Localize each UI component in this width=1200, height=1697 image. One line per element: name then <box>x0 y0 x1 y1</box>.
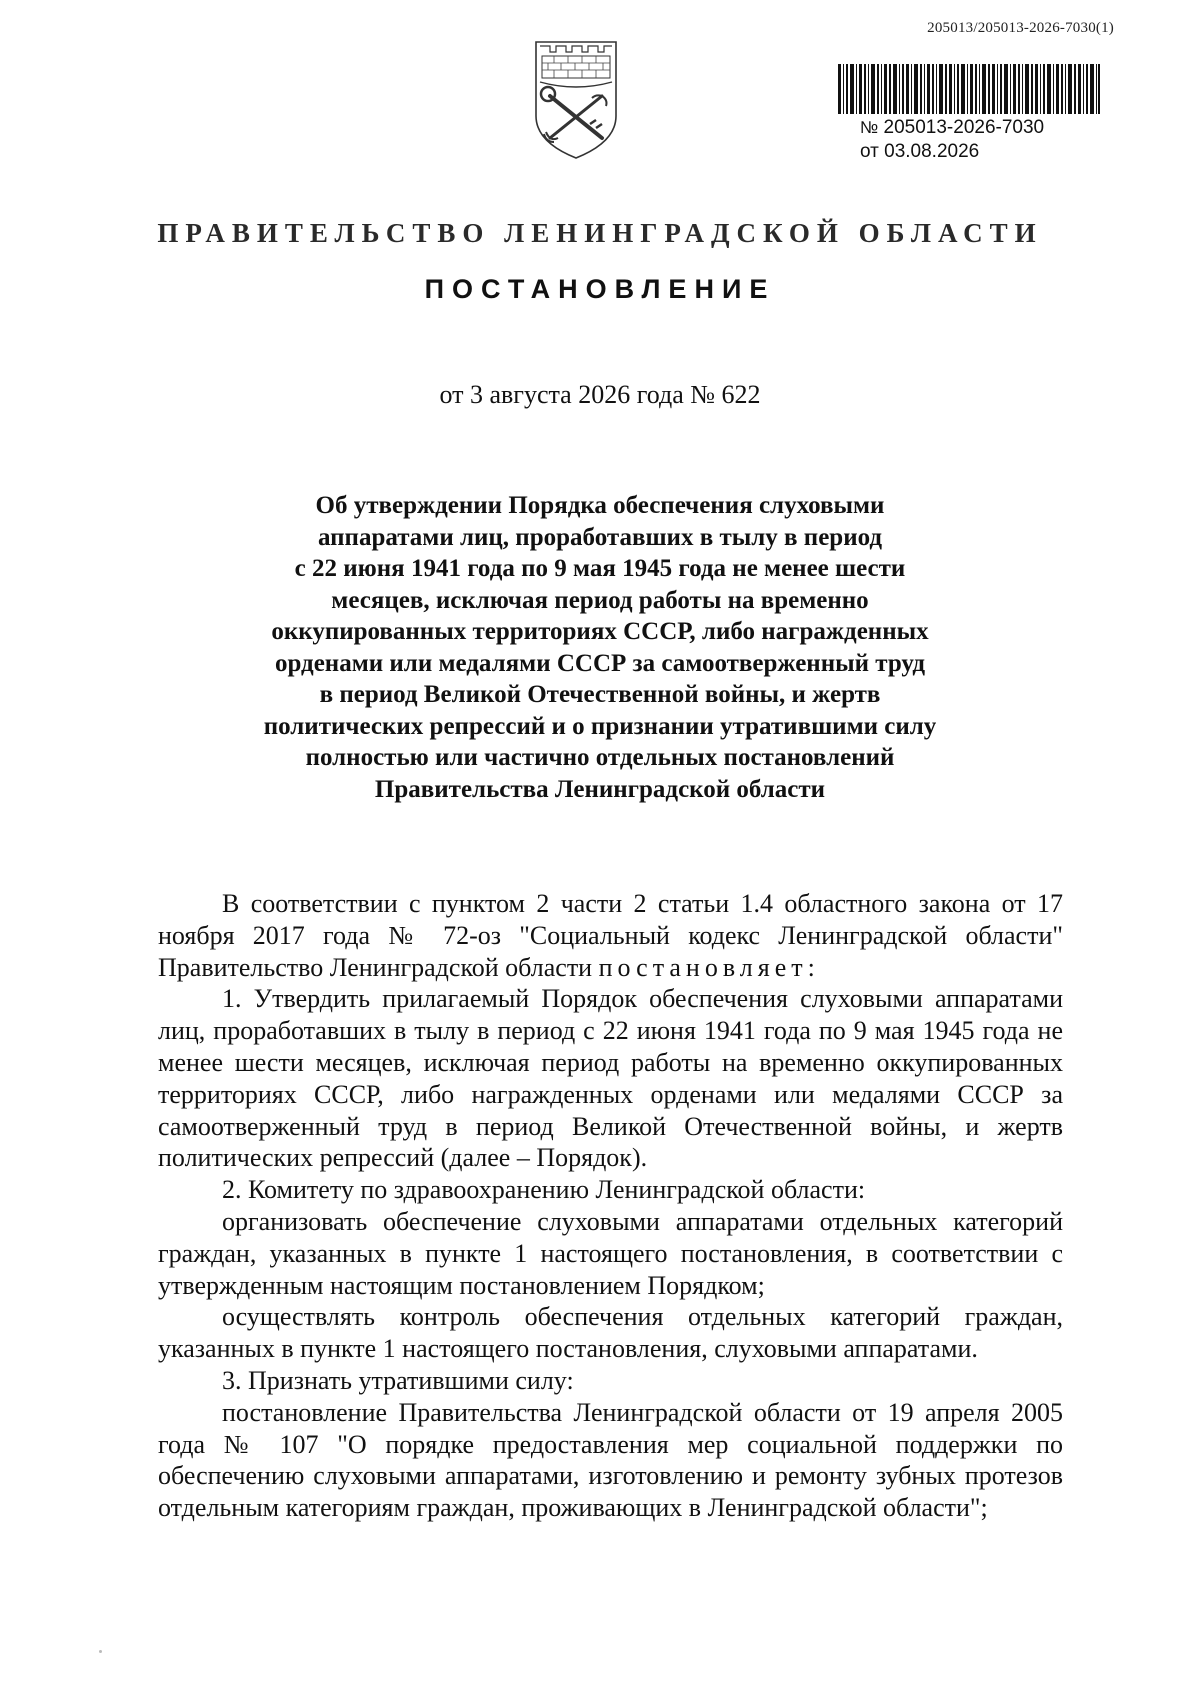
item-2-paragraph: 2. Комитету по здравоохранению Ленинградской области: <box>222 1175 866 1205</box>
heading-line: месяцев, исключая период работы на временно <box>331 586 869 614</box>
preamble-text: В соответствии с пунктом 2 части 2 статьи 1.4 областного закона от 17 ноября 2017 года № 72-оз "Социальный кодекс Ленинградской области" Правительство Ленинградской области <box>158 889 1063 982</box>
document-heading <box>0 490 1200 805</box>
registration-number: 205013-2026-7030 <box>883 117 1045 138</box>
document-type: ПОСТАНОВЛЕНИЕ <box>424 274 776 304</box>
heading-line: орденами или медалями СССР за самоотверженный труд <box>274 649 926 677</box>
registration-date-line <box>860 140 1044 164</box>
registration-date: 03.08.2026 <box>884 141 980 162</box>
heading-line: в период Великой Отечественной войны, и жертв <box>319 681 881 708</box>
item-1-paragraph: 1. Утвердить прилагаемый Порядок обеспечения слуховыми аппаратами лиц, проработавших в тылу в период с 22 июня 1941 года по 9 мая 1945 года не менее шести месяцев, исключая период работы на временно оккупированных территориях СССР, либо награжденных орденами или медалями СССР за самоотверженный труд в период Великой Отечественной войны, и жертв политических репрессий (далее – Порядок). <box>158 984 1063 1173</box>
number-sign: № <box>860 118 879 137</box>
document-date: от 3 августа 2026 года № 622 <box>439 380 761 409</box>
heading-line: полностью или частично отдельных постановлений <box>305 744 895 771</box>
authority-title: ПРАВИТЕЛЬСТВО ЛЕНИНГРАДСКОЙ ОБЛАСТИ <box>157 218 1043 248</box>
scan-speck <box>99 1650 102 1653</box>
barcode-icon <box>838 64 1100 114</box>
registration-block <box>860 116 1044 164</box>
heading-line: политических репрессий и о признании утратившими силу <box>263 712 937 740</box>
heading-line: Правительства Ленинградской области <box>374 775 826 803</box>
document-reference: 205013/205013-2026-7030(1) <box>927 20 1114 36</box>
item-3a-paragraph: постановление Правительства Ленинградской области от 19 апреля 2005 года № 107 "О порядке предоставления мер социальной поддержки по обеспечению слуховыми аппаратами, изготовлению и ремонту зубных протезов отдельным категориям граждан, проживающих в Ленинградской области"; <box>158 1397 1063 1523</box>
document-body <box>158 888 1063 1524</box>
registration-number-line <box>860 116 1044 140</box>
item-2b-paragraph: осуществлять контроль обеспечения отдельных категорий граждан, указанных в пункте 1 настоящего постановления, слуховыми аппаратами. <box>158 1302 1063 1364</box>
item-3-paragraph: 3. Признать утратившими силу: <box>222 1365 574 1395</box>
decree-word: постановляет: <box>598 952 820 982</box>
heading-line: оккупированных территориях СССР, либо награжденных <box>271 618 929 645</box>
leningrad-oblast-coat-of-arms-icon <box>530 38 622 164</box>
heading-line: аппаратами лиц, проработавших в тылу в период <box>317 523 883 551</box>
heading-line: с 22 июня 1941 года по 9 мая 1945 года не менее шести <box>294 555 906 582</box>
item-2a-paragraph: организовать обеспечение слуховыми аппаратами отдельных категорий граждан, указанных в пункте 1 настоящего постановления, в соответствии с утвержденным настоящим постановлением Порядком; <box>158 1206 1063 1300</box>
preamble-paragraph <box>158 888 1063 983</box>
heading-line: Об утверждении Порядка обеспечения слуховыми <box>315 492 885 519</box>
registration-date-prefix: от <box>860 141 879 162</box>
